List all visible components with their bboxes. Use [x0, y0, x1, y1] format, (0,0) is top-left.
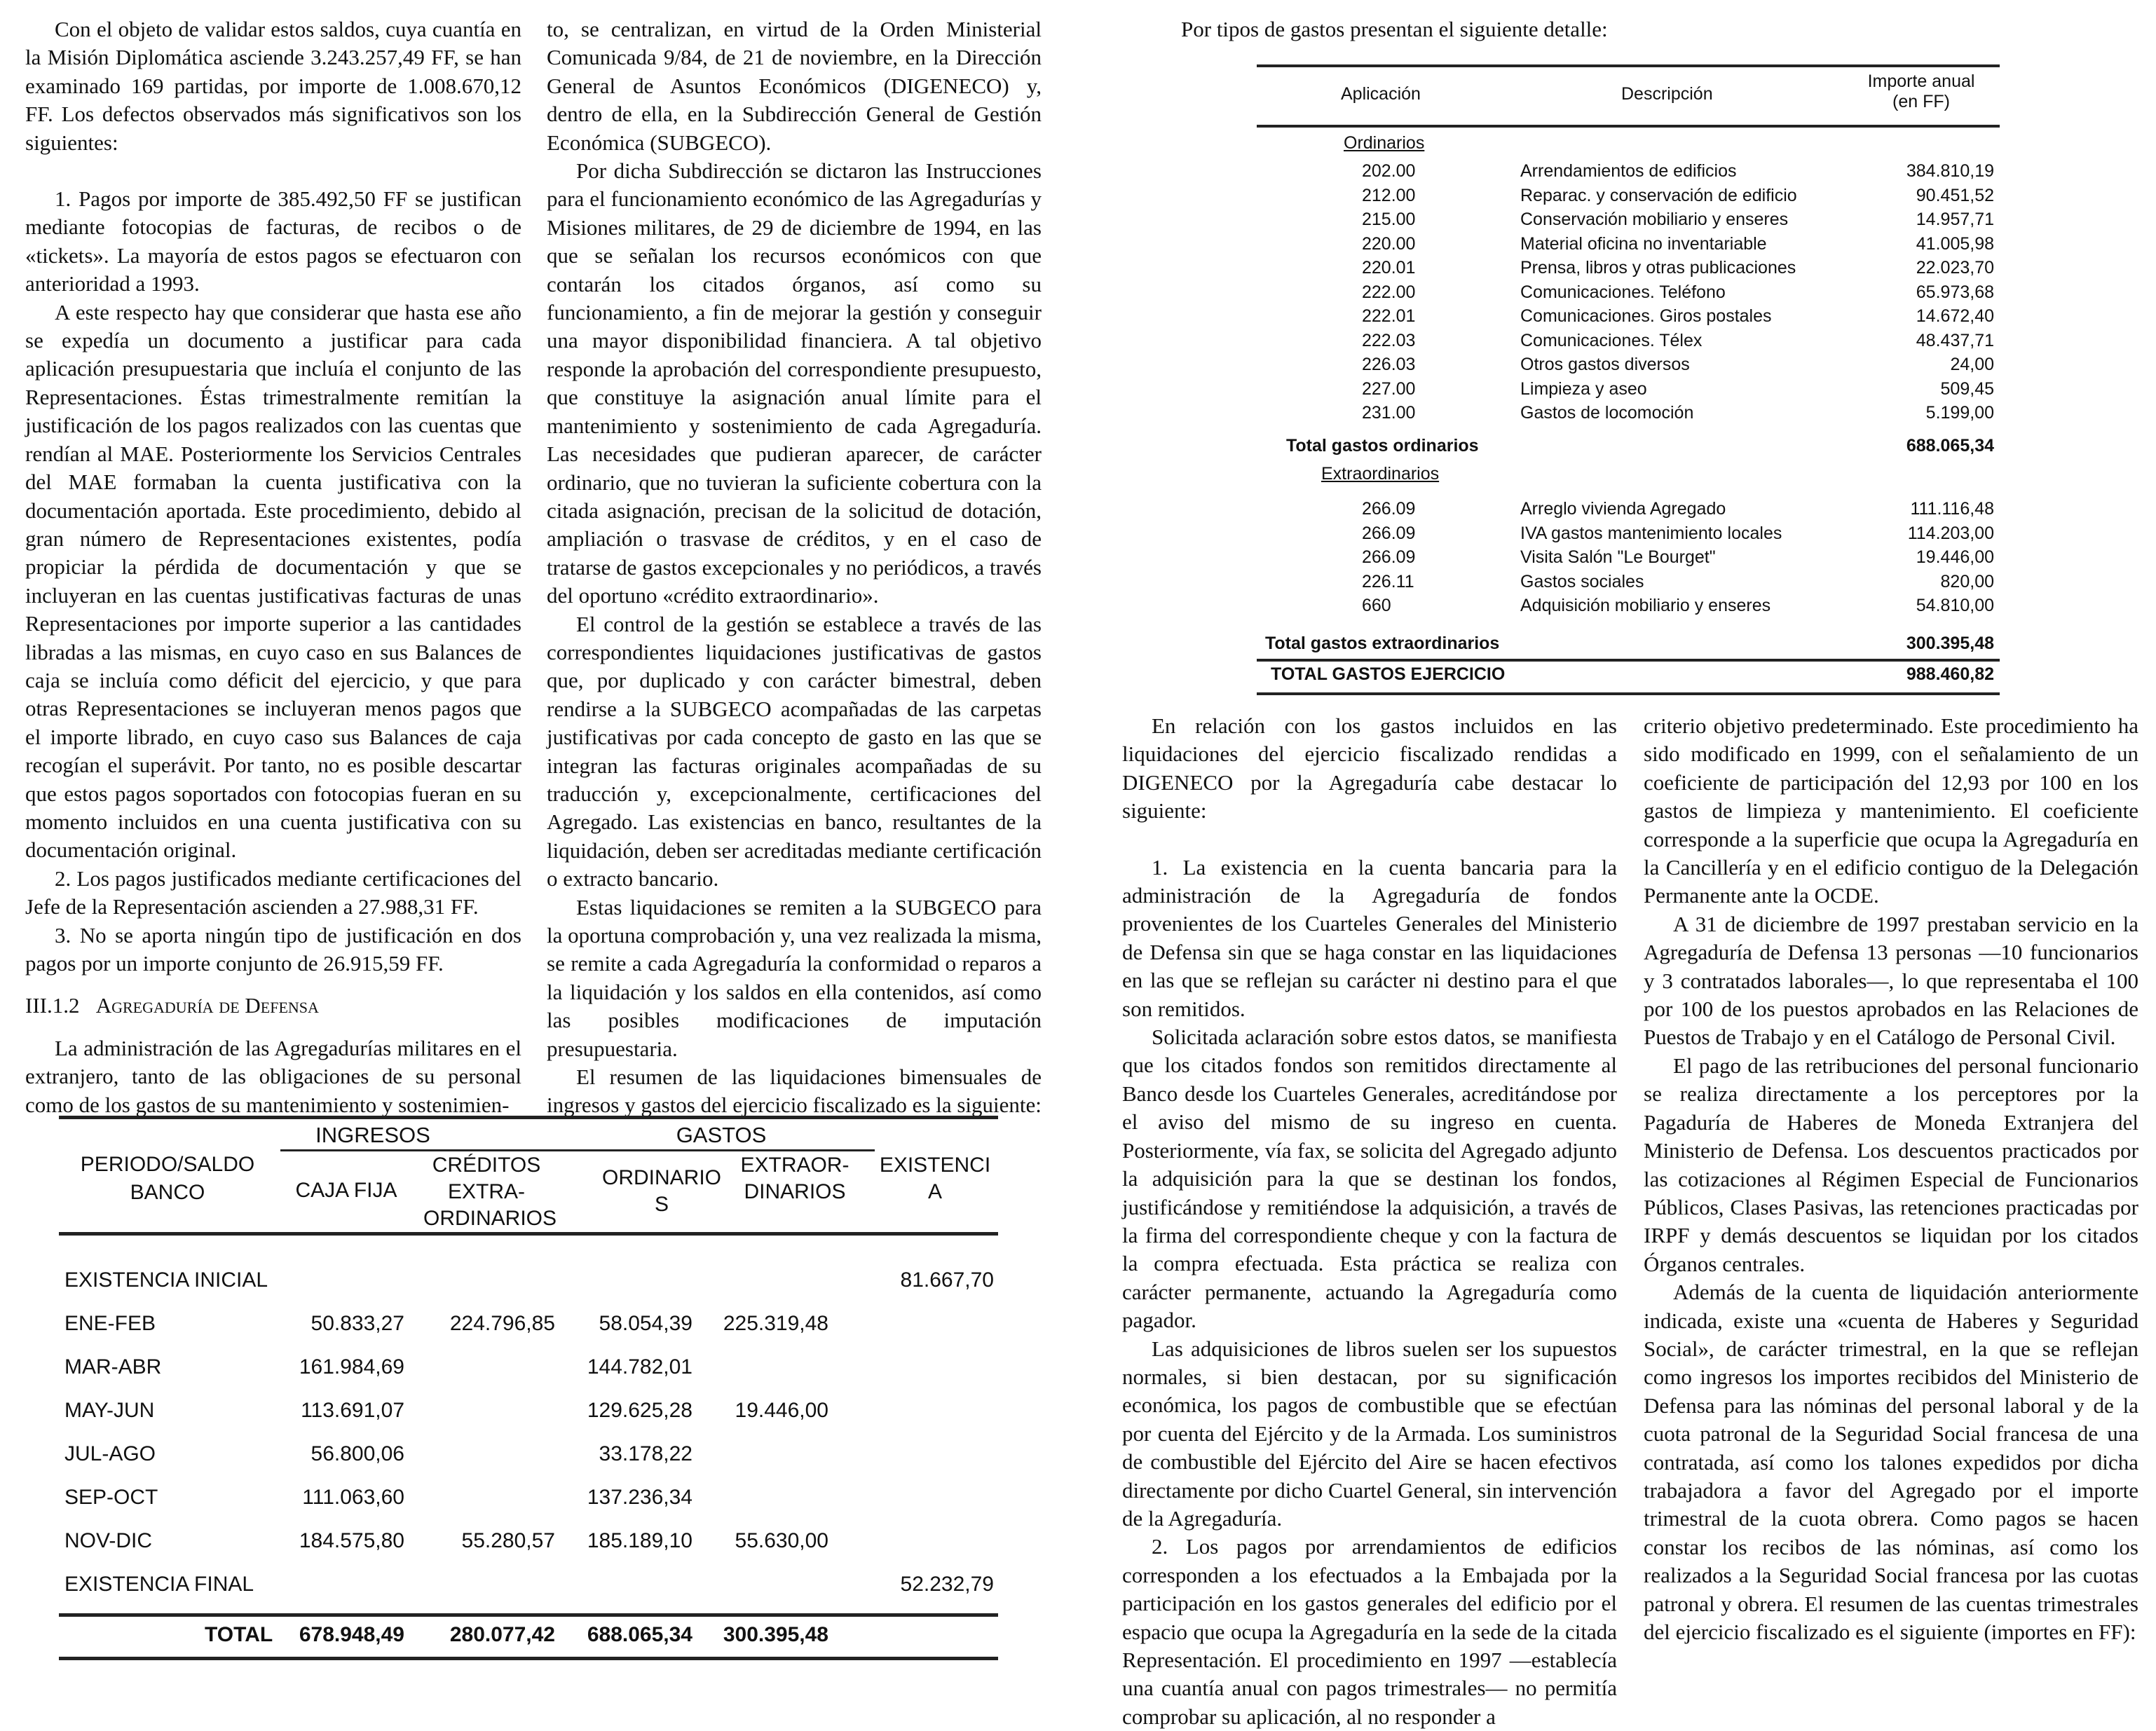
table-cell-extra: 19.446,00: [735, 1399, 828, 1422]
row-app: 220.00: [1362, 233, 1416, 254]
header-importe-line: (en FF): [1892, 92, 1950, 111]
table-cell-ordinarios: 137.236,34: [587, 1486, 692, 1509]
table-cell-caja: 50.833,27: [311, 1312, 404, 1335]
row-app: 227.00: [1362, 378, 1416, 399]
row-desc: Arrendamientos de edificios: [1520, 161, 1737, 181]
left-page-column-1: [25, 15, 521, 1119]
table-cell-creditos: 55.280,57: [461, 1529, 555, 1552]
table-rule: [59, 1232, 998, 1236]
row-amount: 24,00: [1950, 355, 1994, 374]
total-ordinarios-value: 688.065,34: [1906, 436, 1994, 456]
header-periodo: [59, 1151, 276, 1207]
table-rule: [59, 1116, 998, 1119]
table-row-label: MAR-ABR: [64, 1355, 162, 1378]
table-cell-existencia: 81.667,70: [900, 1268, 994, 1292]
row-desc: Gastos sociales: [1520, 571, 1644, 591]
paragraph: 2. Los pagos justificados mediante certificaciones del Jefe de la Representación ascienden a 27.988,31 FF.: [25, 866, 521, 919]
paragraph: Solicitada aclaración sobre estos datos, se manifiesta que los citados fondos son remitidos directamente al Banco desde los Cuarteles Generales, acreditándose por el aviso del mismo de su ingreso en cuenta. Posteriormente, vía fax, se solicita del Agregado adjunto la adquisición para la que se destinan los fondos, justificándose y remitiéndose la adquisición, a través de la firma del correspondiente cheque y con la factura de la compra efectuada. Esta práctica se realiza con carácter permanente, actuando la Agregaduría como pagador.: [1122, 1025, 1617, 1333]
paragraph: Además de la cuenta de liquidación anteriormente indicada, existe una «cuenta de Haberes y Seguridad Social», de carácter trimestral, en la que se reflejan como ingresos los importes recibidos del Ministerio de Defensa para las nóminas del personal laboral y de la cuota patronal de la Seguridad Social francesa de una contratada, así como los talones expedidos por dicha trabajadora a favor del Agregado por el importe trimestral de la cuota obrera. Como pagos se hacen constar los recibos de las nóminas, así como los realizados a la Seguridad Social francesa por las cuotas patronal y obrera. El resumen de las cuentas trimestrales del ejercicio fiscalizado es el siguiente (importes en FF):: [1644, 1280, 2138, 1644]
header-periodo-line: BANCO: [130, 1181, 205, 1204]
table-cell-existencia: 52.232,79: [900, 1573, 994, 1596]
paragraph: El resumen de las liquidaciones bimensuales de ingresos y gastos del ejercicio fiscalizado es la siguiente:: [547, 1065, 1042, 1118]
table-row-label: ENE-FEB: [64, 1312, 156, 1335]
row-app: 660: [1362, 596, 1391, 615]
liquidaciones-table: INGRESOS GASTOS PERIODO/SALDO BANCO CAJA FIJA CRÉDITOS EXTRA- ORDINARIOS ORDINARIO S EXTRAOR- DINARIOS EXISTENCI A EXISTENCIA INICIAL 81.667,70 ENE-FEB 50.833,27 224.796,85 58.054,39 225.319,48 MAR-ABR 161.984,69 144.782,01 MAY-JUN 113.691,07 129.625,28 19.446,00 JUL-AGO 56.800,06 33.178,22 SEP-OCT 111.063,60 137.236,34 NOV-DIC 184.575,80 55.280,57 185.189,10 55.630,00 EXISTENCIA FINAL 52.232,79 TOTAL 678.948,49 280.077,42 688.065,34 300.395,48: [59, 1116, 998, 1627]
header-aplicacion: Aplicación: [1341, 84, 1421, 104]
paragraph: En relación con los gastos incluidos en las liquidaciones del ejercicio fiscalizado rendidas a DIGENECO por la Agregaduría cabe destacar lo siguiente:: [1122, 713, 1617, 823]
row-app: 202.00: [1362, 161, 1416, 181]
row-amount: 19.446,00: [1916, 547, 1994, 567]
paragraph: criterio objetivo predeterminado. Este procedimiento ha sido modificado en 1999, con el señalamiento de un coeficiente de participación del 12,93 por 100 en los gastos de limpieza y mantenimiento. El coeficiente corresponde a la superficie que ocupa la Agregaduría en la Cancillería y en el edificio contiguo de la Delegación Permanente ante la OCDE.: [1644, 713, 2138, 908]
table-row-label: MAY-JUN: [64, 1399, 155, 1422]
paragraph: Por tipos de gastos presentan el siguiente detalle:: [1181, 17, 1608, 41]
header-existencia: [872, 1152, 998, 1205]
row-desc: Comunicaciones. Télex: [1520, 330, 1703, 350]
total-caja: 678.948,49: [299, 1623, 404, 1646]
header-extra-line: EXTRAOR-: [740, 1154, 850, 1177]
row-desc: Arreglo vivienda Agregado: [1520, 499, 1726, 519]
header-creditos-line: ORDINARIOS: [423, 1207, 557, 1230]
paragraph: El control de la gestión se establece a través de las correspondientes liquidaciones justificativas de gastos que, por duplicado y con carácter bimestral, deben rendirse a la SUBGECO acompañadas de las carpetas justificativas por cada concepto de gasto en las que se integran las facturas originales acompañadas de su traducción y, excepcionalmente, certificaciones del Agregado. Las existencias en banco, resultantes de la liquidación, deben ser acreditadas mediante certificación o extracto bancario.: [547, 611, 1042, 891]
table-row-label: NOV-DIC: [64, 1529, 153, 1552]
header-importe: [1851, 71, 1991, 112]
header-creditos: [423, 1152, 557, 1232]
paragraph: 2. Los pagos por arrendamientos de edificios corresponden a los efectuados a la Embajada por la participación en los gastos generales del edificio por el espacio que ocupa la Agregaduría en la sede de la citada Representación. El procedimiento en 1997 —establecía una cuantía anual con pagos trimestrales— no permitía comprobar su aplicación, al no responder a: [1122, 1534, 1617, 1729]
header-ordinarios-line: S: [654, 1193, 669, 1216]
row-app: 215.00: [1362, 210, 1416, 229]
table-row-label: EXISTENCIA INICIAL: [64, 1268, 268, 1292]
paragraph: Las adquisiciones de libros suelen ser los supuestos normales, si bien destacan, por su significación económica, los pagos de combustible que se efectúan por cuenta del Ejército y de la Armada. Los suministros de combustible del Ejército del Aire se hacen efectivos directamente por dicho Cuartel General, sin intervención de la Agregaduría.: [1122, 1336, 1617, 1531]
row-desc: Otros gastos diversos: [1520, 355, 1690, 374]
total-creditos: 280.077,42: [449, 1623, 555, 1646]
row-amount: 65.973,68: [1916, 282, 1994, 302]
total-ordinarios: 688.065,34: [587, 1623, 692, 1646]
header-ordinarios: [592, 1165, 732, 1218]
header-descripcion: Descripción: [1621, 84, 1713, 104]
row-desc: Conservación mobiliario y enseres: [1520, 210, 1789, 229]
row-amount: 384.810,19: [1906, 161, 1994, 181]
row-app: 212.00: [1362, 185, 1416, 205]
total-extra: 300.395,48: [723, 1623, 828, 1646]
row-desc: Material oficina no inventariable: [1520, 233, 1767, 254]
row-desc: Adquisición mobiliario y enseres: [1520, 596, 1771, 615]
header-ordinarios-line: ORDINARIO: [601, 1166, 721, 1189]
paragraph: 1. La existencia en la cuenta bancaria para la administración de la Agregaduría de fondos provenientes de los Cuarteles Generales del Ministerio de Defensa sin que se haga constar en las liquidaciones en las que se reflejan su carácter ni destino para el que son remitidos.: [1122, 854, 1617, 1021]
total-ejercicio-label: TOTAL GASTOS EJERCICIO: [1271, 664, 1506, 684]
paragraph: Estas liquidaciones se remiten a la SUBGECO para la oportuna comprobación y, una vez realizada la misma, se remite a cada Agregaduría la conformidad o reparos a la liquidación y los saldos en ella contenidos, así como las posibles modificaciones de imputación presupuestaria.: [547, 894, 1042, 1061]
table-cell-caja: 56.800,06: [311, 1442, 404, 1465]
right-page-intro: [1152, 15, 2133, 43]
row-desc: IVA gastos mantenimiento locales: [1520, 523, 1782, 543]
header-extra-line: DINARIOS: [744, 1180, 846, 1203]
row-amount: 14.672,40: [1916, 306, 1994, 326]
paragraph: 1. Pagos por importe de 385.492,50 FF se justifican mediante fotocopias de facturas, de recibos o de «tickets». La mayoría de estos pagos se efectuaron con anterioridad a 1993.: [25, 186, 521, 296]
row-amount: 90.451,52: [1916, 185, 1994, 205]
row-desc: Prensa, libros y otras publicaciones: [1520, 258, 1796, 278]
row-amount: 22.023,70: [1916, 258, 1994, 278]
row-desc: Reparac. y conservación de edificio: [1520, 185, 1797, 205]
table-rule: [1257, 125, 2000, 128]
paragraph: 3. No se aporta ningún tipo de justificación en dos pagos por un importe conjunto de 26.915,59 FF.: [25, 922, 521, 976]
paragraph: Por dicha Subdirección se dictaron las Instrucciones para el funcionamiento económico de las Agregadurías y Misiones militares, de 29 de diciembre de 1994, en las que se señalan los recursos económicos con que contarán los citados órganos, así como su funcionamiento, a fin de mejorar la gestión y conseguir una mayor disponibilidad financiera. A tal objetivo responde la aprobación del correspondiente presupuesto, que constituye la asignación anual límite para el mantenimiento y sostenimiento de cada Agregaduría. Las necesidades que pudieran aparecer, de carácter ordinario, que no tuvieran la suficiente cobertura con la citada asignación, precisan de la solicitud de dotación, ampliación o trasvase de créditos, y en el caso de tratarse de gastos excepcionales y no periódicos, a través del oportuno «crédito extraordinario».: [547, 158, 1042, 608]
paragraph: Con el objeto de validar estos saldos, cuya cuantía en la Misión Diplomática asciende 3.243.257,49 FF, se han examinado 169 partidas, por importe de 1.008.670,12 FF. Los defectos observados más significativos son los siguientes:: [25, 17, 521, 155]
table-rule: [1257, 64, 2000, 67]
row-app: 222.01: [1362, 306, 1416, 326]
header-existencia-line: A: [927, 1180, 942, 1203]
row-amount: 14.957,71: [1916, 210, 1994, 229]
row-amount: 48.437,71: [1916, 330, 1994, 350]
left-page-column-2: [547, 15, 1042, 1120]
table-cell-ordinarios: 129.625,28: [587, 1399, 692, 1422]
table-rule: [280, 1149, 875, 1151]
table-cell-caja: 184.575,80: [299, 1529, 404, 1552]
row-app: 266.09: [1362, 523, 1416, 543]
row-desc: Limpieza y aseo: [1520, 378, 1647, 399]
table-cell-extra: 225.319,48: [723, 1312, 828, 1335]
table-cell-ordinarios: 144.782,01: [587, 1355, 692, 1378]
section-number: III.1.2: [25, 993, 80, 1018]
ordinarios-label: Ordinarios: [1344, 133, 1425, 153]
table-rule: [59, 1657, 998, 1660]
total-extra-label: Total gastos extraordinarios: [1265, 634, 1500, 653]
table-row-label: EXISTENCIA FINAL: [64, 1573, 254, 1596]
extraordinarios-label: Extraordinarios: [1321, 464, 1440, 484]
total-ejercicio-value: 988.460,82: [1906, 664, 1994, 684]
row-app: 266.09: [1362, 499, 1416, 519]
row-app: 222.03: [1362, 330, 1416, 350]
table-rule: [59, 1613, 998, 1617]
table-cell-ordinarios: 33.178,22: [599, 1442, 692, 1465]
row-desc: Visita Salón "Le Bourget": [1520, 547, 1716, 567]
table-cell-ordinarios: 58.054,39: [599, 1312, 692, 1335]
paragraph: A 31 de diciembre de 1997 prestaban servicio en la Agregaduría de Defensa 13 personas —10 funcionarios y 3 contratados laborales—, lo que representaba el 100 por 100 de los puestos aprobados en las Relaciones de Puestos de Trabajo y en el Catálogo de Personal Civil.: [1644, 911, 2138, 1050]
row-app: 220.01: [1362, 258, 1416, 278]
table-cell-caja: 111.063,60: [302, 1486, 404, 1509]
paragraph: to, se centralizan, en virtud de la Orden Ministerial Comunicada 9/84, de 21 de noviembre, en la Dirección General de Asuntos Económicos (DIGENECO) y, dentro de ella, en la Subdirección General de Gestión Económica (SUBGECO).: [547, 17, 1042, 155]
row-amount: 41.005,98: [1916, 233, 1994, 254]
header-periodo-line: PERIODO/SALDO: [80, 1153, 255, 1176]
table-cell-caja: 161.984,69: [299, 1355, 404, 1378]
row-app: 231.00: [1362, 403, 1416, 423]
header-existencia-line: EXISTENCI: [879, 1154, 991, 1177]
row-amount: 111.116,48: [1910, 499, 1994, 519]
row-amount: 114.203,00: [1907, 523, 1994, 543]
gastos-detalle-table: [1257, 64, 2000, 695]
row-app: 222.00: [1362, 282, 1416, 302]
table-cell-creditos: 224.796,85: [449, 1312, 555, 1335]
header-importe-line: Importe anual: [1867, 71, 1975, 91]
paragraph: A este respecto hay que considerar que hasta ese año se expedía un documento a justificar para cada aplicación presupuestaria que incluía el conjunto de las Representaciones. Éstas trimestralmente remitían la justificación de los pagos realizados con las cuentas que rendían al MAE. Posteriormente los Servicios Centrales del MAE formaban la cuenta justificativa con la documentación aportada. Este procedimiento, debido al gran número de Representaciones existentes, podía propiciar la pérdida de documentación y que se incluyeran en las cuentas justificativas facturas de unas Representaciones por importe superior a las cantidades libradas a las mismas, en cuyo caso en sus Balances de caja se incluía como déficit del ejercicio, y que para otras Representaciones se incluyeran menos pagos que el importe librado, en cuyo caso sus Balances de caja recogían el superávit. Por tanto, no es posible descartar que estos pagos soportados con fotocopias fueran en su momento incluidos en una cuenta justificativa con su documentación original.: [25, 299, 521, 863]
total-label: TOTAL: [205, 1623, 273, 1646]
row-amount: 5.199,00: [1925, 403, 1994, 423]
right-page-column-3: [1122, 712, 1617, 1731]
right-page-column-4: [1644, 712, 2138, 1646]
total-ordinarios-label: Total gastos ordinarios: [1286, 436, 1479, 456]
row-app: 266.09: [1362, 547, 1416, 567]
total-extra-value: 300.395,48: [1906, 634, 1994, 653]
header-creditos-line: CRÉDITOS: [432, 1154, 541, 1177]
row-desc: Comunicaciones. Teléfono: [1520, 282, 1726, 302]
paragraph: El pago de las retribuciones del personal funcionario se realiza directamente a los perceptores por la Pagaduría de Haberes de Moneda Extranjera del Ministerio de Defensa. Los descuentos practicados por las cotizaciones al Régimen Especial de Funcionarios Públicos, Clases Pasivas, las retenciones practicadas por IRPF y demás descuentos se liquidan por los citados Órganos centrales.: [1644, 1053, 2138, 1276]
table-cell-ordinarios: 185.189,10: [587, 1529, 692, 1552]
row-app: 226.03: [1362, 355, 1416, 374]
header-creditos-line: EXTRA-: [447, 1180, 525, 1203]
paragraph: La administración de las Agregadurías militares en el extranjero, tanto de las obligaciones de su personal como de los gastos de su mantenimiento y sostenimien-: [25, 1035, 521, 1117]
section-heading: [25, 992, 521, 1020]
row-amount: 54.810,00: [1916, 596, 1994, 615]
section-title: Agregaduría de Defensa: [95, 993, 319, 1018]
table-row-label: SEP-OCT: [64, 1486, 158, 1509]
row-amount: 820,00: [1940, 571, 1994, 591]
header-extraordinarios: [732, 1152, 858, 1205]
table-row-label: JUL-AGO: [64, 1442, 156, 1465]
row-amount: 509,45: [1940, 378, 1994, 399]
table-rule: [1257, 692, 2000, 695]
header-caja-fija: CAJA FIJA: [295, 1179, 397, 1202]
row-app: 226.11: [1362, 571, 1414, 591]
table-cell-extra: 55.630,00: [735, 1529, 828, 1552]
table-rule: [1257, 659, 2000, 662]
row-desc: Comunicaciones. Giros postales: [1520, 306, 1772, 326]
row-desc: Gastos de locomoción: [1520, 403, 1694, 423]
table-cell-caja: 113.691,07: [301, 1399, 404, 1422]
